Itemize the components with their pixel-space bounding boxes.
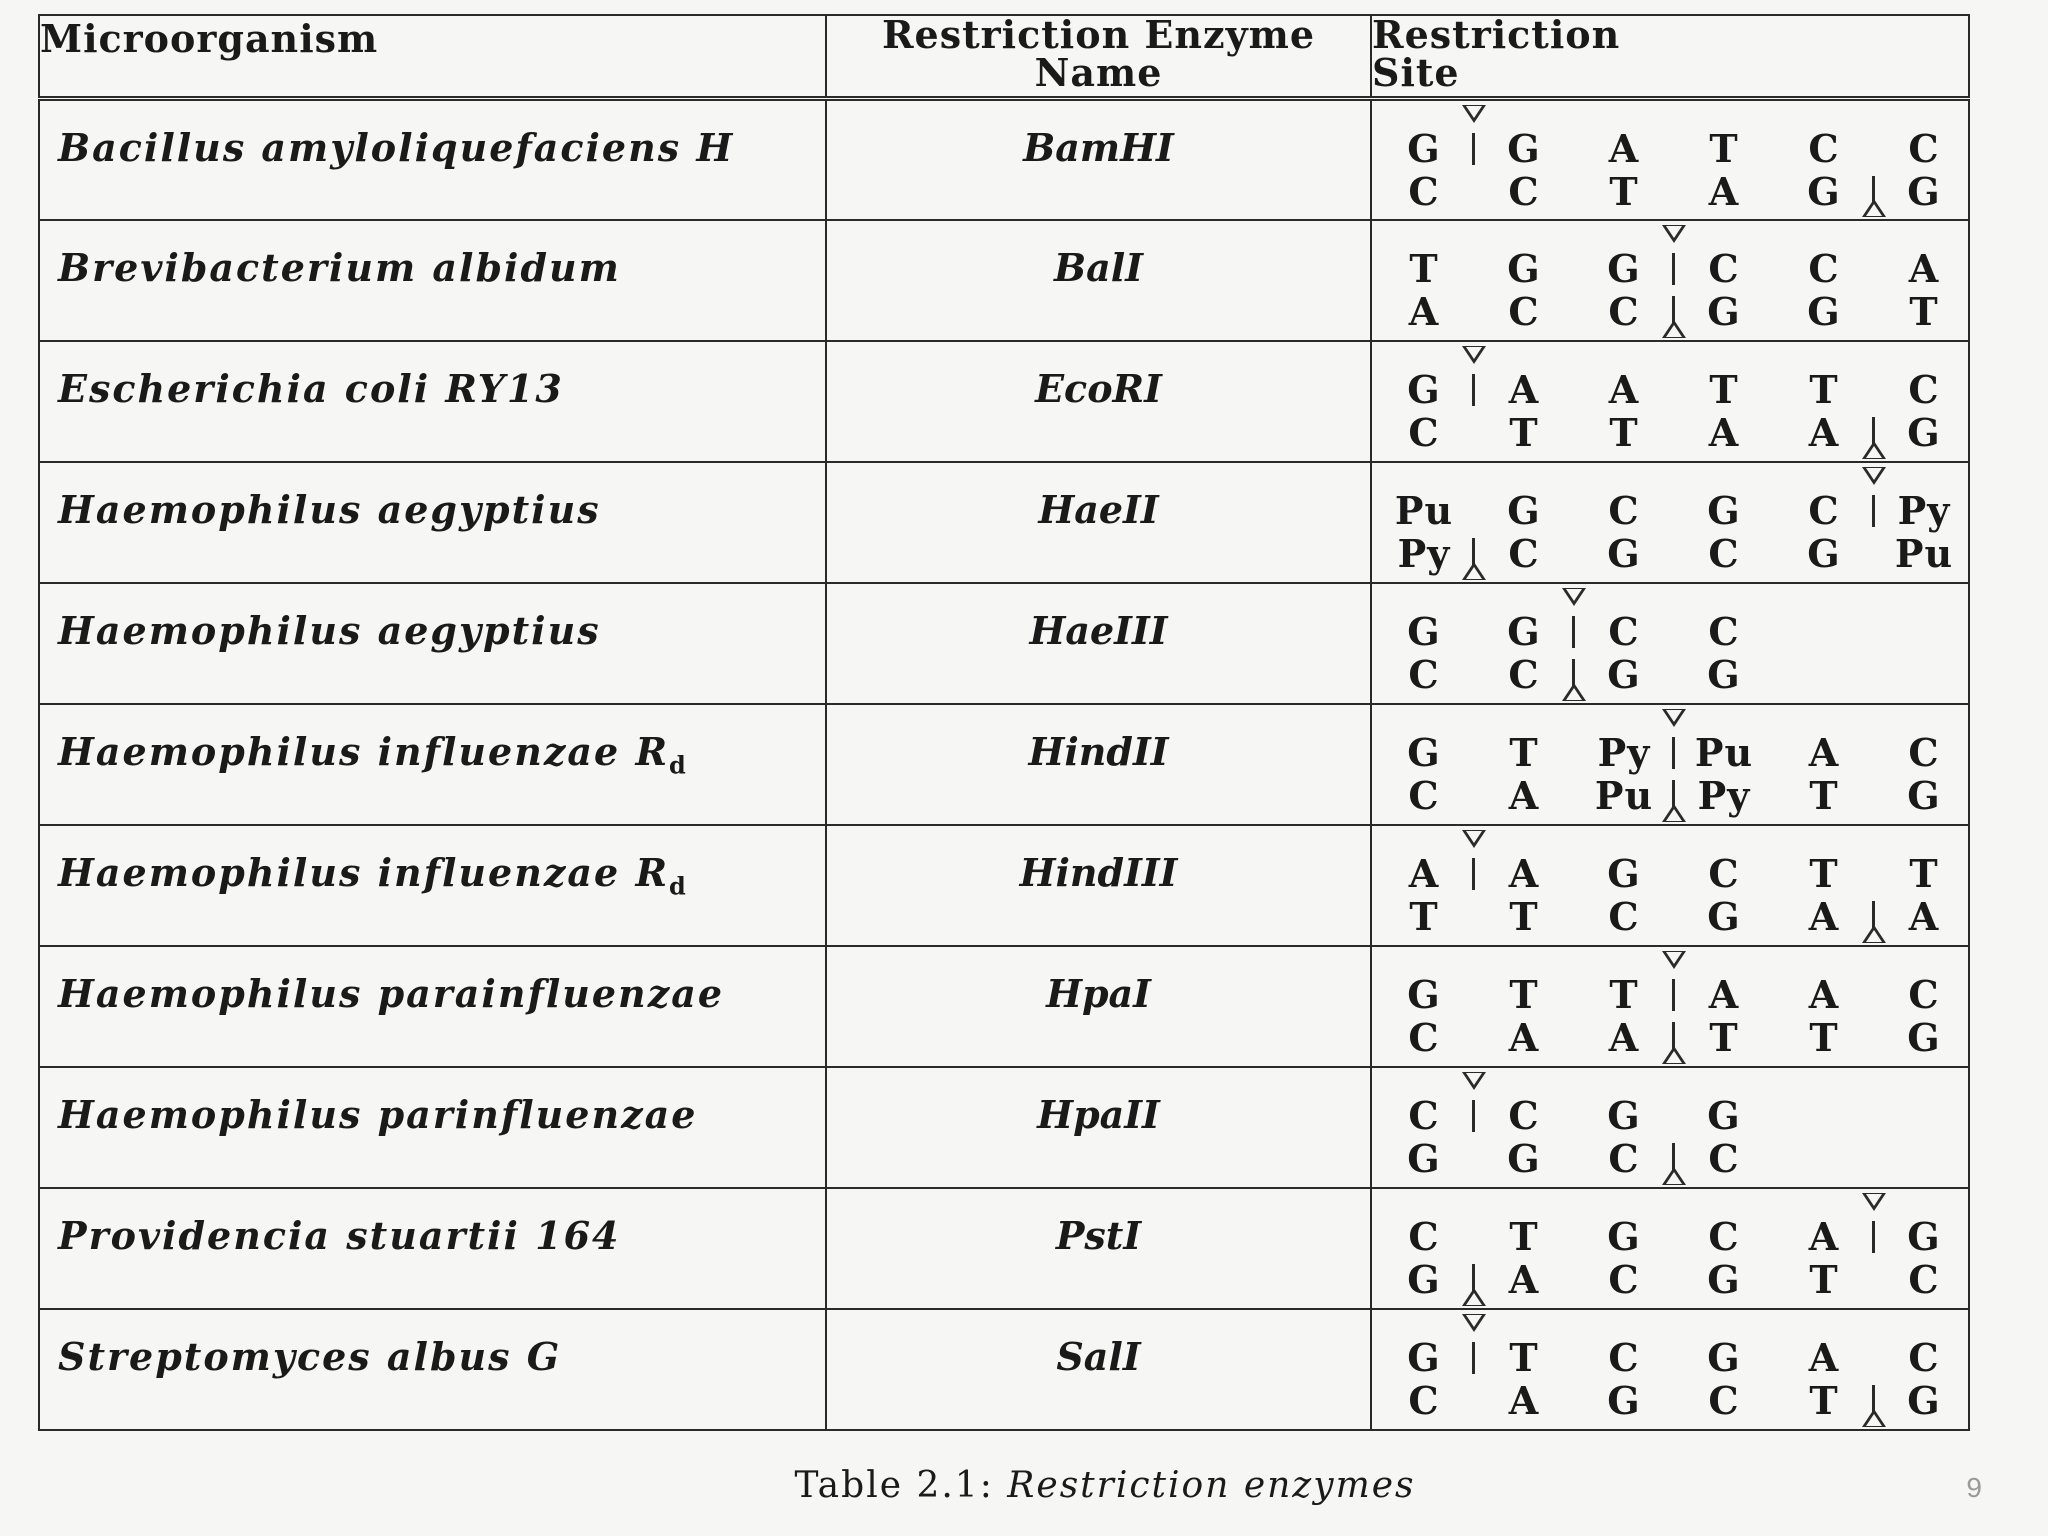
nucleotide: Pu (1894, 530, 1954, 576)
nucleotide: C (1608, 1135, 1640, 1181)
restriction-site-cell (1371, 1188, 1969, 1309)
organism-cell (39, 583, 826, 704)
nucleotide: A (1708, 169, 1740, 214)
cleavage-arrow-up-icon (1662, 320, 1686, 338)
cleavage-arrow-up-icon (1862, 925, 1886, 943)
table-row (39, 946, 1969, 1067)
nucleotide: G (1607, 1213, 1641, 1259)
nucleotide: C (1708, 1377, 1740, 1423)
nucleotide: A (1508, 772, 1540, 818)
restriction-site-cell (1371, 341, 1969, 462)
top-strand (1394, 1336, 1949, 1380)
table-caption (0, 1465, 2048, 1506)
table-row (39, 1188, 1969, 1309)
enzyme-name: HindII (826, 704, 1371, 825)
cleavage-arrow-up-icon (1662, 804, 1686, 822)
nucleotide: A (1508, 366, 1540, 412)
nucleotide: C (1408, 169, 1440, 214)
organism-name: Haemophilus aegyptius (58, 607, 601, 653)
nucleotide: A (1808, 971, 1840, 1017)
nucleotide: C (1708, 1135, 1740, 1181)
nucleotide: A (1608, 126, 1640, 171)
nucleotide: Pu (1594, 772, 1654, 818)
organism-cell (39, 341, 826, 462)
nucleotide: A (1408, 288, 1440, 334)
table-header-row (39, 15, 1969, 99)
cleavage-arrow-up-icon (1462, 1288, 1486, 1306)
nucleotide: G (1607, 1092, 1641, 1138)
nucleotide: G (1707, 1092, 1741, 1138)
nucleotide: C (1708, 1213, 1740, 1259)
nucleotide: G (1907, 1213, 1941, 1259)
nucleotide: G (1907, 1014, 1941, 1060)
nucleotide: G (1707, 288, 1741, 334)
top-strand (1394, 731, 1949, 775)
nucleotide: A (1708, 409, 1740, 455)
nucleotide: C (1908, 1334, 1940, 1380)
nucleotide: C (1708, 850, 1740, 896)
nucleotide: A (1908, 245, 1940, 291)
nucleotide: T (1809, 772, 1839, 818)
nucleotide: T (1509, 1334, 1539, 1380)
cleavage-arrow-up-icon (1862, 199, 1886, 217)
top-strand (1394, 489, 1949, 533)
nucleotide: G (1807, 288, 1841, 334)
organism-cell (39, 462, 826, 583)
organism-cell (39, 825, 826, 946)
organism-name: Brevibacterium albidum (58, 244, 621, 290)
nucleotide: A (1908, 893, 1940, 939)
nucleotide: T (1509, 893, 1539, 939)
nucleotide: G (1507, 487, 1541, 533)
restriction-site-cell (1371, 704, 1969, 825)
nucleotide: G (1407, 126, 1441, 171)
nucleotide: T (1909, 850, 1939, 896)
table-row (39, 99, 1969, 220)
nucleotide: G (1707, 651, 1741, 697)
nucleotide: C (1908, 971, 1940, 1017)
enzyme-name: EcoRI (826, 341, 1371, 462)
nucleotide: C (1408, 1213, 1440, 1259)
enzyme-name: BamHI (826, 99, 1371, 220)
nucleotide: G (1407, 1256, 1441, 1302)
nucleotide: C (1408, 1014, 1440, 1060)
cleavage-bar (1572, 616, 1575, 648)
nucleotide: G (1907, 772, 1941, 818)
nucleotide: A (1408, 850, 1440, 896)
organism-name: Providencia stuartii 164 (58, 1212, 621, 1258)
nucleotide: C (1608, 487, 1640, 533)
enzyme-name: HaeII (826, 462, 1371, 583)
nucleotide: A (1808, 1334, 1840, 1380)
nucleotide: G (1607, 651, 1641, 697)
nucleotide: G (1707, 487, 1741, 533)
nucleotide: C (1908, 729, 1940, 775)
enzyme-name: HpaII (826, 1067, 1371, 1188)
nucleotide: G (1607, 1377, 1641, 1423)
nucleotide: T (1509, 971, 1539, 1017)
nucleotide: C (1508, 530, 1540, 576)
header-enzyme-line2: Name (1034, 50, 1163, 95)
bottom-strand (1394, 653, 1949, 697)
table-body (39, 99, 1969, 1430)
cleavage-arrow-up-icon (1462, 562, 1486, 580)
nucleotide: C (1908, 366, 1940, 412)
nucleotide: G (1507, 1135, 1541, 1181)
nucleotide: G (1907, 1377, 1941, 1423)
nucleotide: Py (1597, 729, 1651, 775)
nucleotide: C (1708, 530, 1740, 576)
cleavage-bar (1672, 737, 1675, 769)
nucleotide: Pu (1394, 487, 1454, 533)
organism-cell (39, 1309, 826, 1430)
nucleotide: Pu (1694, 729, 1754, 775)
top-strand (1394, 247, 1949, 291)
nucleotide: C (1708, 608, 1740, 654)
table-row (39, 1309, 1969, 1430)
cleavage-arrow-up-icon (1662, 1167, 1686, 1185)
top-strand (1394, 973, 1949, 1017)
enzyme-name: HindIII (826, 825, 1371, 946)
page-number: 9 (1966, 1472, 1982, 1503)
nucleotide: T (1909, 288, 1939, 334)
nucleotide: A (1608, 366, 1640, 412)
nucleotide: C (1608, 893, 1640, 939)
cleavage-bar (1472, 858, 1475, 890)
nucleotide: T (1609, 971, 1639, 1017)
nucleotide: C (1508, 651, 1540, 697)
restriction-site-cell (1371, 1309, 1969, 1430)
header-restriction-site (1371, 12, 1969, 99)
organism-cell (39, 946, 826, 1067)
organism-cell (39, 1067, 826, 1188)
nucleotide: G (1807, 169, 1841, 214)
cleavage-arrow-down-icon (1862, 1193, 1886, 1211)
top-strand (1394, 368, 1949, 412)
cleavage-arrow-down-icon (1662, 951, 1686, 969)
nucleotide: T (1809, 1014, 1839, 1060)
organism-cell (39, 1188, 826, 1309)
organism-strain-subscript: d (669, 750, 688, 780)
nucleotide: A (1608, 1014, 1640, 1060)
nucleotide: T (1509, 409, 1539, 455)
organism-name: Streptomyces albus G (58, 1333, 562, 1379)
organism-name: Escherichia coli RY13 (58, 365, 564, 411)
nucleotide: Py (1697, 772, 1751, 818)
nucleotide: A (1508, 1256, 1540, 1302)
cleavage-arrow-down-icon (1462, 346, 1486, 364)
nucleotide: A (1808, 409, 1840, 455)
nucleotide: A (1508, 1377, 1540, 1423)
nucleotide: G (1807, 530, 1841, 576)
nucleotide: A (1708, 971, 1740, 1017)
top-strand (1394, 1094, 1949, 1138)
cleavage-arrow-down-icon (1662, 225, 1686, 243)
organism-cell (39, 704, 826, 825)
nucleotide: C (1508, 169, 1540, 214)
nucleotide: C (1408, 409, 1440, 455)
nucleotide: C (1608, 288, 1640, 334)
nucleotide: C (1808, 126, 1840, 171)
cleavage-bar (1872, 1221, 1875, 1253)
nucleotide: G (1507, 608, 1541, 654)
organism-name: Haemophilus parainfluenzae (58, 970, 725, 1016)
restriction-site-cell (1371, 583, 1969, 704)
nucleotide: C (1608, 1334, 1640, 1380)
nucleotide: Py (1897, 487, 1951, 533)
organism-cell (39, 99, 826, 220)
nucleotide: G (1407, 971, 1441, 1017)
restriction-site-cell (1371, 462, 1969, 583)
organism-name: Bacillus amyloliquefaciens H (58, 125, 735, 170)
organism-cell (39, 220, 826, 341)
organism-strain-subscript: d (669, 871, 688, 901)
nucleotide: C (1408, 772, 1440, 818)
organism-name: Haemophilus influenzae R (58, 728, 670, 774)
cleavage-bar (1872, 495, 1875, 527)
nucleotide: G (1707, 893, 1741, 939)
table-row (39, 583, 1969, 704)
nucleotide: T (1809, 1256, 1839, 1302)
nucleotide: C (1608, 1256, 1640, 1302)
header-enzyme-name (826, 12, 1371, 99)
table-row (39, 341, 1969, 462)
nucleotide: G (1407, 1334, 1441, 1380)
nucleotide: C (1408, 1092, 1440, 1138)
nucleotide: C (1808, 487, 1840, 533)
nucleotide: G (1407, 1135, 1441, 1181)
restriction-site-cell (1371, 220, 1969, 341)
nucleotide: G (1707, 1256, 1741, 1302)
nucleotide: T (1409, 245, 1439, 291)
top-strand (1394, 610, 1949, 654)
nucleotide: T (1809, 850, 1839, 896)
nucleotide: C (1808, 245, 1840, 291)
nucleotide: G (1607, 850, 1641, 896)
enzyme-name: HpaI (826, 946, 1371, 1067)
nucleotide: A (1808, 1213, 1840, 1259)
cleavage-arrow-down-icon (1662, 709, 1686, 727)
nucleotide: G (1907, 169, 1941, 214)
nucleotide: A (1508, 850, 1540, 896)
nucleotide: T (1709, 366, 1739, 412)
nucleotide: T (1409, 893, 1439, 939)
organism-name: Haemophilus aegyptius (58, 486, 601, 532)
nucleotide: A (1808, 729, 1840, 775)
restriction-enzyme-table (38, 14, 1970, 1431)
caption-label: Table 2.1: (794, 1465, 994, 1506)
nucleotide: G (1707, 1334, 1741, 1380)
organism-name: Haemophilus parinfluenzae (58, 1091, 698, 1137)
cleavage-arrow-down-icon (1462, 1314, 1486, 1332)
table-row (39, 462, 1969, 583)
cleavage-arrow-up-icon (1562, 683, 1586, 701)
cleavage-bar (1672, 979, 1675, 1011)
nucleotide: T (1609, 169, 1639, 214)
top-strand (1394, 852, 1949, 896)
nucleotide: T (1809, 366, 1839, 412)
nucleotide: G (1607, 530, 1641, 576)
nucleotide: G (1407, 608, 1441, 654)
cleavage-arrow-up-icon (1662, 1046, 1686, 1064)
nucleotide: T (1609, 409, 1639, 455)
nucleotide: T (1509, 1213, 1539, 1259)
nucleotide: G (1407, 729, 1441, 775)
nucleotide: C (1908, 1256, 1940, 1302)
header-site-line2: Site (1372, 50, 1460, 95)
nucleotide: G (1907, 409, 1941, 455)
nucleotide: C (1608, 608, 1640, 654)
restriction-site-cell (1371, 1067, 1969, 1188)
nucleotide: G (1507, 126, 1541, 171)
nucleotide: C (1408, 651, 1440, 697)
restriction-site-cell (1371, 946, 1969, 1067)
nucleotide: Py (1397, 530, 1451, 576)
cleavage-bar (1472, 133, 1475, 165)
cleavage-bar (1472, 1342, 1475, 1374)
nucleotide: T (1709, 1014, 1739, 1060)
cleavage-arrow-down-icon (1862, 467, 1886, 485)
nucleotide: C (1508, 1092, 1540, 1138)
cleavage-arrow-down-icon (1562, 588, 1586, 606)
cleavage-arrow-down-icon (1462, 105, 1486, 123)
caption-title: Restriction enzymes (1007, 1465, 1416, 1506)
cleavage-arrow-up-icon (1862, 1409, 1886, 1427)
enzyme-name: BalI (826, 220, 1371, 341)
nucleotide: T (1709, 126, 1739, 171)
table-row (39, 825, 1969, 946)
restriction-site-cell (1371, 99, 1969, 220)
nucleotide: G (1507, 245, 1541, 291)
top-strand (1394, 1215, 1949, 1259)
nucleotide: G (1407, 366, 1441, 412)
table-row (39, 704, 1969, 825)
restriction-site-cell (1371, 825, 1969, 946)
nucleotide: A (1808, 893, 1840, 939)
nucleotide: C (1508, 288, 1540, 334)
cleavage-bar (1672, 253, 1675, 285)
nucleotide: T (1809, 1377, 1839, 1423)
nucleotide: C (1908, 126, 1940, 171)
nucleotide: A (1508, 1014, 1540, 1060)
cleavage-arrow-down-icon (1462, 830, 1486, 848)
cleavage-arrow-up-icon (1862, 441, 1886, 459)
cleavage-bar (1472, 1100, 1475, 1132)
top-strand (1394, 127, 1949, 171)
nucleotide: T (1509, 729, 1539, 775)
header-enzyme-line1: Restriction Enzyme (881, 12, 1316, 57)
enzyme-name: SalI (826, 1309, 1371, 1430)
header-site-line1: Restriction (1372, 12, 1621, 57)
header-microorganism (39, 15, 826, 99)
enzyme-name: PstI (826, 1188, 1371, 1309)
nucleotide: C (1408, 1377, 1440, 1423)
cleavage-bar (1472, 374, 1475, 406)
enzyme-name: HaeIII (826, 583, 1371, 704)
cleavage-arrow-down-icon (1462, 1072, 1486, 1090)
table-row (39, 1067, 1969, 1188)
nucleotide: C (1708, 245, 1740, 291)
nucleotide: G (1607, 245, 1641, 291)
organism-name: Haemophilus influenzae R (58, 849, 670, 895)
table-row (39, 220, 1969, 341)
header-microorganism-label: Microorganism (40, 16, 379, 61)
